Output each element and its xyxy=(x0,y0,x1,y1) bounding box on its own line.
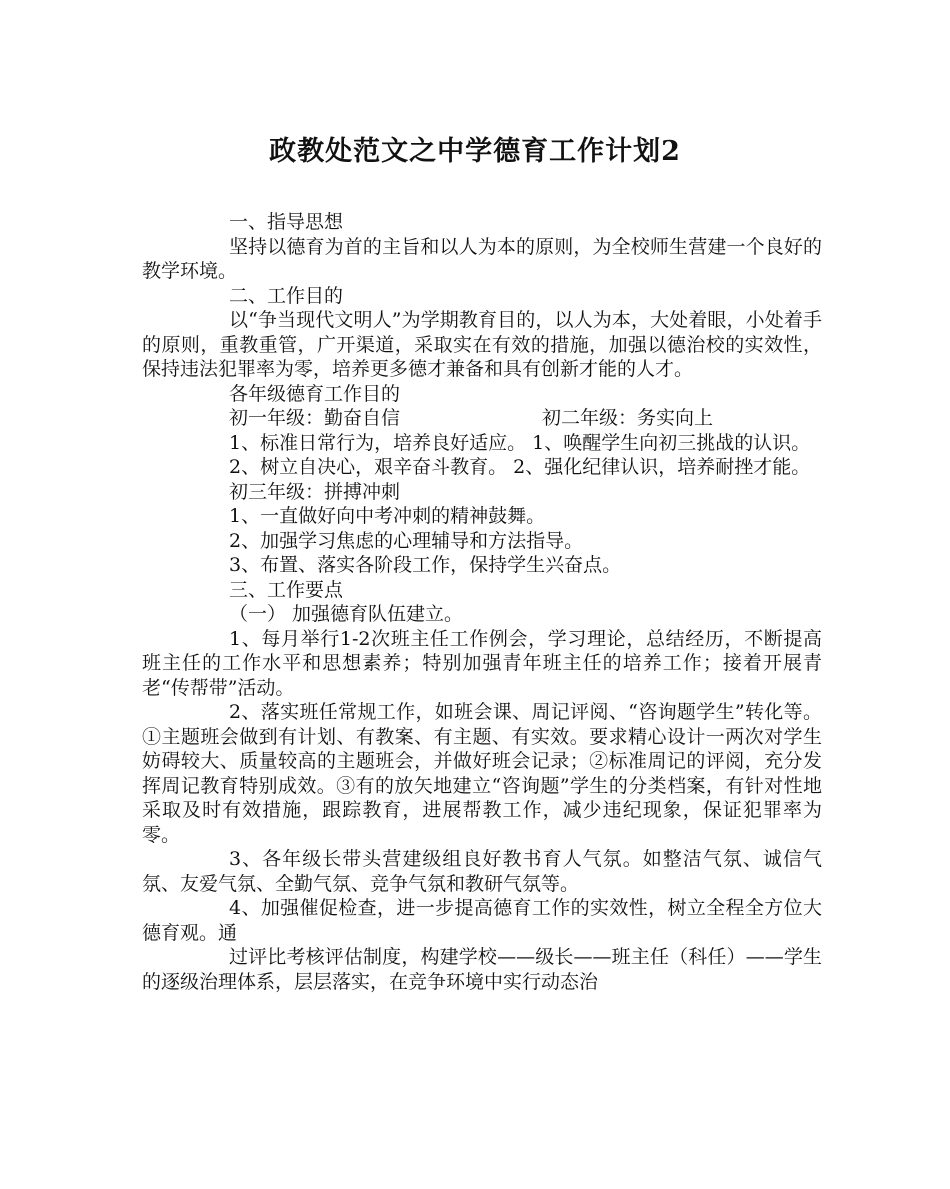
list-item: 1、一直做好向中考冲刺的精神鼓舞。 xyxy=(229,505,546,527)
section-heading-guiding-ideology: 一、指导思想 xyxy=(229,211,344,233)
paragraph: 2、树立自决心，艰辛奋斗教育。 2、强化纪律认识，培养耐挫才能。 xyxy=(229,456,811,478)
subsection-heading: （一） 加强德育队伍建立。 xyxy=(229,603,464,625)
list-item: 2、加强学习焦虑的心理辅导和方法指导。 xyxy=(229,529,584,552)
paragraph: 坚持以德育为首的主旨和以人为本的原则，为全校师生营建一个良好的教学环境。 xyxy=(142,235,822,282)
subheading-grade-goals: 各年级德育工作目的 xyxy=(229,382,401,405)
paragraph: 1、每月举行1-2次班主任工作例会，学习理论，总结经历，不断提高班主任的工作水平和思想素养；特别加强青年班主任的培养工作；接着开展青老“传帮带”活动。 xyxy=(142,627,822,699)
grade2-goal: 初二年级：务实向上 xyxy=(542,407,714,429)
document-title: 政教处范文之中学德育工作计划2 xyxy=(269,136,681,167)
document-body xyxy=(142,210,822,994)
section-heading-work-goals: 二、工作目的 xyxy=(229,284,344,307)
paragraph: 4、加强催促检查，进一步提高德育工作的实效性，树立全程全方位大德育观。通 xyxy=(142,897,822,944)
grade-goals-row xyxy=(142,406,822,431)
paragraph: 3、各年级长带头营建级组良好教书育人气氛。如整洁气氛、诚信气氛、友爱气氛、全勤气氛、竞争气氛和教研气氛等。 xyxy=(142,848,822,895)
grade1-goal: 初一年级：勤奋自信 xyxy=(229,407,401,429)
paragraph: 2、落实班任常规工作，如班会课、周记评阅、“咨询题学生”转化等。①主题班会做到有计划、有教案、有主题、有实效。要求精心设计一两次对学生妨碍较大、质量较高的主题班会，并做好班会记录；②标准周记的评阅，充分发挥周记教育特别成效。③有的放矢地建立“咨询题”学生的分类档案，有针对性地采取及时有效措施，跟踪教育，进展帮教工作，减少违纪现象，保证犯罪率为零。 xyxy=(142,701,822,846)
subheading-grade3: 初三年级：拼搏冲刺 xyxy=(229,480,401,503)
paragraph: 以“争当现代文明人”为学期教育目的，以人为本，大处着眼，小处着手的原则，重教重管，广开渠道，采取实在有效的措施，加强以德治校的实效性，保持违法犯罪率为零，培养更多德才兼备和具有创新才能的人才。 xyxy=(142,309,822,380)
paragraph: 过评比考核评估制度，构建学校——级长——班主任（科任）——学生的逐级治理体系，层层落实，在竞争环境中实行动态治 xyxy=(142,946,822,993)
paragraph: 1、标准日常行为，培养良好适应。 1、唤醒学生向初三挑战的认识。 xyxy=(229,431,811,454)
section-heading-work-points: 三、工作要点 xyxy=(229,578,344,601)
list-item: 3、布置、落实各阶段工作，保持学生兴奋点。 xyxy=(229,554,622,576)
